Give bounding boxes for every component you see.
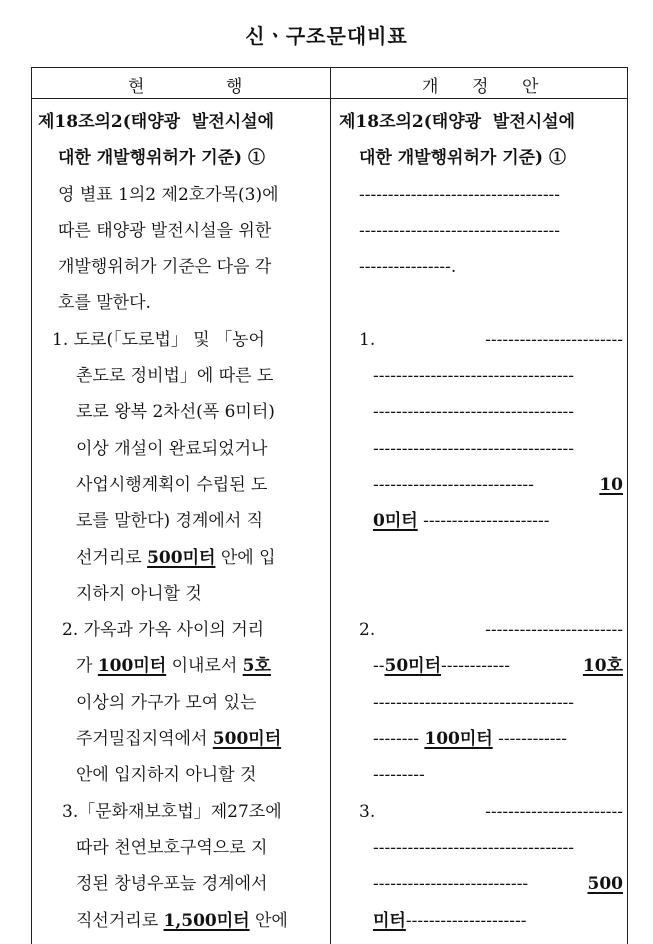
- header-current-char-2: 행: [226, 77, 243, 97]
- item-1-line: [339, 503, 623, 539]
- item-2-line: 2. 가옥과 가옥 사이의 거리: [62, 620, 265, 641]
- amended-distance: 500: [587, 874, 623, 895]
- unchanged-marker: -----------------------------------: [373, 692, 575, 713]
- item-1-line: 지하지 아니할 것: [76, 583, 202, 604]
- item-2-line: 안에 입지하지 아니할 것: [76, 765, 257, 786]
- article-heading-text: 대한 개발행위허가 기준) ①: [359, 148, 567, 169]
- unchanged-marker: -----------------------------------: [359, 220, 561, 241]
- underlined-distance: 500미터: [212, 729, 282, 750]
- item-1-line: [339, 322, 623, 358]
- item-1-line: 로로 왕복 2차선(폭 6미터): [76, 402, 275, 423]
- header-current-char-1: 현: [128, 77, 145, 97]
- item-number: 2.: [359, 620, 376, 641]
- unchanged-marker: ---------------------: [405, 910, 527, 931]
- item-3-line: 따라 천연보호구역으로 지: [76, 837, 268, 858]
- current-column: [38, 104, 323, 939]
- unchanged-marker: ----------------------------: [373, 474, 540, 495]
- item-1-line: 촌도로 정비법」에 따른 도: [76, 366, 274, 387]
- unchanged-marker: -----------------------------------: [373, 837, 575, 858]
- text-line: 개발행위허가 기준은 다음 각: [58, 257, 272, 278]
- item-1-line: 사업시행계획이 수립된 도: [76, 474, 268, 495]
- item-2-line: 이상의 가구가 모여 있는: [76, 692, 257, 713]
- underlined-distance: 1,500미터: [163, 910, 250, 931]
- text-span: 가: [76, 656, 98, 677]
- column-divider: [330, 68, 331, 944]
- text-span: 주거밀집지역에서: [76, 729, 213, 750]
- item-3-line: [38, 903, 323, 939]
- item-3-line: 정된 창녕우포늪 경계에서: [76, 874, 268, 895]
- header-revised-char-1: 개: [422, 77, 439, 97]
- item-2-line: [339, 648, 623, 684]
- item-1-line: 이상 개설이 완료되었거나: [76, 438, 268, 459]
- underlined-distance: 500미터: [147, 547, 216, 568]
- text-line: 따른 태양광 발전시설을 위한: [58, 220, 272, 241]
- unchanged-marker: --: [373, 656, 385, 677]
- article-heading: 제18조의2(태양광 발전시설에: [38, 112, 275, 132]
- unchanged-marker: -----------------------------------: [373, 366, 575, 387]
- item-2-line: [38, 721, 323, 757]
- text-span: 안에: [249, 910, 288, 931]
- item-3-line: [339, 794, 623, 830]
- article-heading-cont: [339, 140, 623, 176]
- article-heading: 제18조의2(태양광 발전시설에: [339, 112, 576, 132]
- unchanged-marker: -----------------------------------: [359, 184, 561, 205]
- header-revised-char-3: 안: [522, 77, 539, 97]
- item-2-line: [38, 648, 323, 684]
- text-span: 선거리로: [76, 547, 148, 568]
- item-number: 1.: [359, 329, 376, 350]
- item-1-line: [38, 540, 323, 576]
- text-line: 호를 말한다.: [58, 293, 151, 314]
- revised-column: [339, 104, 623, 939]
- article-heading-cont: [38, 140, 323, 176]
- article-heading-text: 대한 개발행위허가 기준) ①: [58, 148, 266, 169]
- comparison-table: [31, 67, 628, 944]
- item-1-line: 1. 도로(「도로법」 및 「농어: [52, 329, 265, 350]
- item-3-line: 3.「문화재보호법」제27조에: [62, 801, 282, 822]
- item-number: 3.: [359, 801, 376, 822]
- unchanged-marker: ----------------------: [417, 511, 550, 532]
- text-span: 직선거리로: [76, 910, 164, 931]
- amended-count: 10호: [582, 656, 623, 677]
- underlined-distance: 100미터: [97, 656, 167, 677]
- item-3-line: [339, 866, 623, 902]
- text-line: 영 별표 1의2 제2호가목(3)에: [58, 184, 279, 205]
- item-2-line: [339, 721, 623, 757]
- amended-distance: 50미터: [384, 656, 442, 677]
- unchanged-marker: ------------: [441, 656, 510, 677]
- amended-distance: 100미터: [424, 729, 493, 750]
- item-1-line: [339, 467, 623, 503]
- table-header: [32, 68, 627, 99]
- unchanged-marker: --------: [373, 729, 425, 750]
- item-3-line: [339, 903, 623, 939]
- amended-distance: 10: [599, 474, 623, 495]
- underlined-count: 5호: [242, 656, 271, 677]
- unchanged-marker: ------------------------: [485, 620, 623, 641]
- item-2-line: [339, 612, 623, 648]
- amended-distance: 0미터: [373, 511, 418, 532]
- unchanged-marker: ------------: [492, 729, 568, 750]
- amended-distance: 미터: [373, 910, 406, 931]
- unchanged-marker: ------------------------: [485, 329, 623, 350]
- text-span: 안에 입: [215, 547, 276, 568]
- blank-line: [339, 576, 623, 612]
- unchanged-marker: ------------------------: [485, 801, 623, 822]
- unchanged-marker: -----------------------------------: [373, 402, 575, 423]
- page-title: 신ㆍ구조문대비표: [245, 24, 408, 48]
- unchanged-marker: ---------: [373, 765, 425, 786]
- header-revised-char-2: 정: [472, 77, 489, 97]
- item-1-line: 로를 말한다) 경계에서 직: [76, 511, 264, 532]
- text-span: 이내로서: [166, 656, 243, 677]
- blank-line: [339, 540, 623, 576]
- unchanged-marker: ---------------------------: [373, 874, 529, 895]
- blank-line: [339, 285, 623, 321]
- unchanged-marker: ----------------.: [359, 257, 457, 278]
- unchanged-marker: -----------------------------------: [373, 438, 575, 459]
